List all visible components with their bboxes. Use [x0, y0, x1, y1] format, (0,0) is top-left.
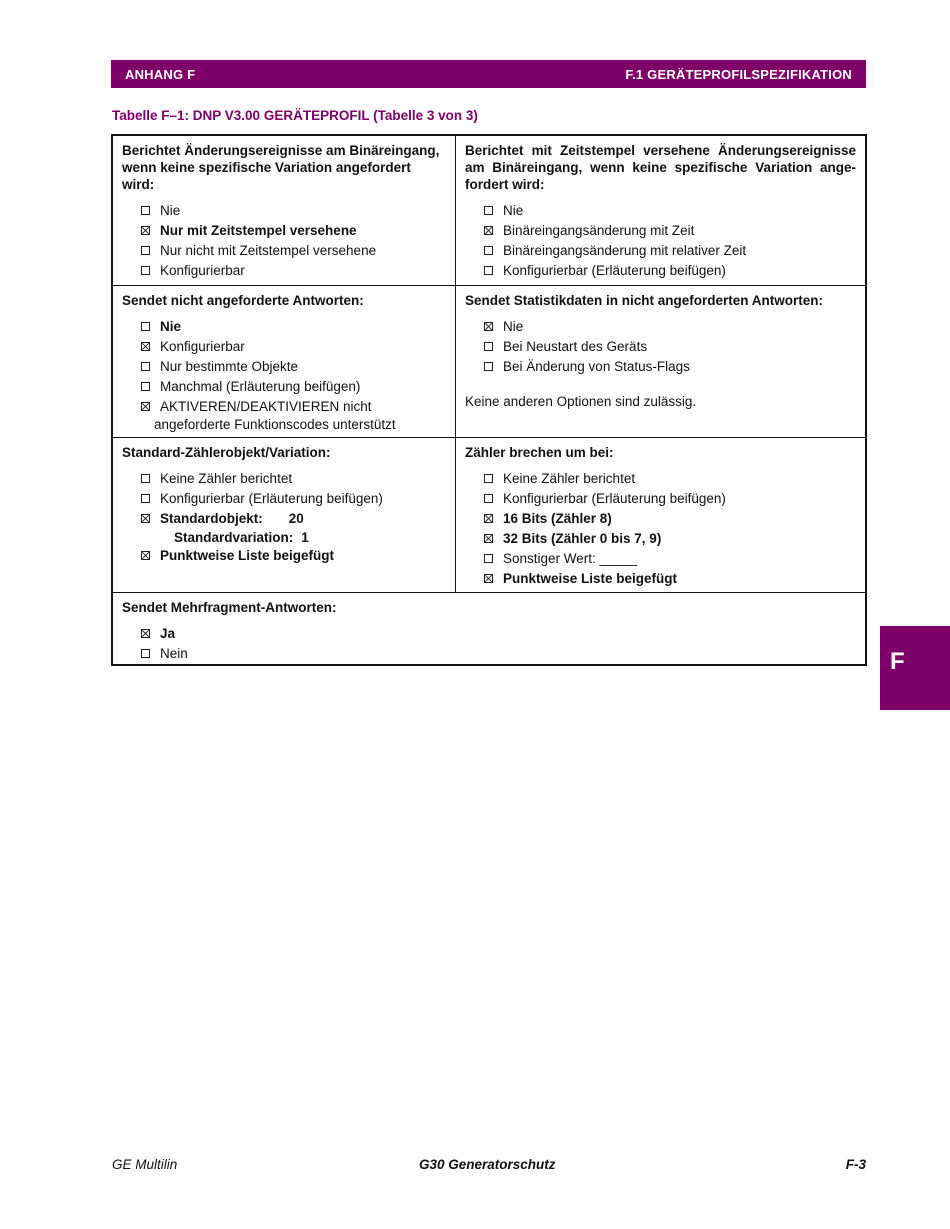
table-cell: [113, 438, 456, 592]
table-caption: Tabelle F–1: DNP V3.00 GERÄTEPROFIL (Tabelle 3 von 3): [112, 108, 478, 123]
default-variation-value: 1: [301, 530, 309, 545]
option-list: [122, 546, 446, 566]
checkbox-option: [465, 317, 856, 337]
table-cell: [113, 593, 865, 664]
checkbox-option: [122, 644, 856, 664]
checkbox-option: [122, 377, 446, 397]
checkbox-checked-icon: [484, 226, 493, 235]
option-label: Nie: [160, 319, 182, 334]
option-continuation: angeforderte Funktionscodes unterstützt: [154, 417, 396, 432]
option-label: Konfigurierbar (Erläuterung beifügen): [503, 491, 726, 506]
checkbox-checked-icon: [141, 342, 150, 351]
device-profile-table: [111, 134, 867, 666]
footer-page-number: F-3: [845, 1157, 866, 1172]
option-list: [122, 469, 446, 509]
option-label: Keine Zähler berichtet: [503, 471, 636, 486]
option-list: [465, 317, 856, 377]
section-title: F.1 GERÄTEPROFILSPEZIFIKATION: [625, 66, 852, 82]
option-label: Bei Änderung von Status-Flags: [503, 359, 690, 374]
checkbox-unchecked-icon: [484, 494, 493, 503]
default-variation: [122, 529, 446, 546]
cell-title: Sendet Mehrfragment-Antworten:: [122, 600, 337, 615]
checkbox-option: [122, 201, 446, 221]
cell-title: Sendet Statistikdaten in nicht angeforderten Antworten:: [465, 293, 824, 308]
checkbox-option: [465, 569, 856, 589]
checkbox-option: [465, 241, 856, 261]
checkbox-unchecked-icon: [141, 382, 150, 391]
checkbox-option: [122, 546, 446, 566]
table-row: [113, 286, 865, 438]
option-label: Konfigurierbar: [160, 263, 245, 278]
checkbox-checked-icon: [484, 574, 493, 583]
option-label: Punktweise Liste beigefügt: [503, 571, 678, 586]
checkbox-unchecked-icon: [141, 322, 150, 331]
option-label: Sonstiger Wert: _____: [503, 551, 638, 566]
checkbox-unchecked-icon: [484, 362, 493, 371]
table-cell: [113, 136, 456, 285]
appendix-side-tab: F: [880, 626, 950, 710]
option-label: 16 Bits (Zähler 8): [503, 511, 612, 526]
checkbox-option: [465, 261, 856, 281]
checkbox-unchecked-icon: [484, 342, 493, 351]
checkbox-unchecked-icon: [484, 246, 493, 255]
option-label: Konfigurierbar: [160, 339, 245, 354]
default-object-label: Standardobjekt:: [160, 511, 263, 526]
checkbox-checked-icon: [484, 514, 493, 523]
cell-title: Berichtet Änderungsereignisse am Binäreingang, wenn keine spezifische Variation angefordert wird:: [122, 143, 440, 192]
option-list: [465, 469, 856, 589]
cell-note: Keine anderen Optionen sind zulässig.: [465, 394, 697, 409]
checkbox-option: [122, 357, 446, 377]
checkbox-unchecked-icon: [484, 206, 493, 215]
option-label: Nie: [503, 319, 524, 334]
option-label: Keine Zähler berichtet: [160, 471, 293, 486]
option-label: Ja: [160, 626, 176, 641]
option-label: Nie: [160, 203, 181, 218]
option-label: Binäreingangsänderung mit relativer Zeit: [503, 243, 747, 258]
cell-title: Sendet nicht angeforderte Antworten:: [122, 293, 364, 308]
checkbox-option: [122, 509, 446, 529]
cell-title: Standard-Zählerobjekt/Variation:: [122, 445, 331, 460]
checkbox-checked-icon: [141, 551, 150, 560]
checkbox-option: [122, 221, 446, 241]
table-row: [113, 438, 865, 593]
checkbox-option: [465, 509, 856, 529]
checkbox-unchecked-icon: [484, 474, 493, 483]
footer-company: GE Multilin: [112, 1157, 178, 1172]
option-label: AKTIVEREN/DEAKTIVIEREN nicht: [160, 399, 372, 414]
checkbox-checked-icon: [141, 629, 150, 638]
checkbox-unchecked-icon: [141, 246, 150, 255]
cell-title: Zähler brechen um bei:: [465, 445, 614, 460]
checkbox-checked-icon: [484, 322, 493, 331]
option-label: Manchmal (Erläuterung beifügen): [160, 379, 361, 394]
checkbox-option: [122, 261, 446, 281]
option-label: 32 Bits (Zähler 0 bis 7, 9): [503, 531, 662, 546]
checkbox-checked-icon: [141, 402, 150, 411]
checkbox-checked-icon: [141, 514, 150, 523]
checkbox-option: [465, 549, 856, 569]
option-label: Nein: [160, 646, 188, 661]
table-cell: [456, 136, 865, 285]
checkbox-option: [122, 397, 446, 417]
default-variation-label: Standardvariation:: [174, 530, 294, 545]
option-label: Punktweise Liste beigefügt: [160, 548, 335, 563]
table-row: [113, 593, 865, 664]
appendix-label: ANHANG F: [125, 66, 196, 82]
checkbox-option: [122, 317, 446, 337]
checkbox-option: [122, 337, 446, 357]
checkbox-checked-icon: [484, 534, 493, 543]
option-label: Nur bestimmte Objekte: [160, 359, 299, 374]
option-list: [122, 317, 446, 417]
checkbox-unchecked-icon: [141, 206, 150, 215]
checkbox-unchecked-icon: [484, 554, 493, 563]
checkbox-unchecked-icon: [141, 362, 150, 371]
option-list: [122, 624, 856, 664]
checkbox-option: [122, 241, 446, 261]
option-label: Binäreingangsänderung mit Zeit: [503, 223, 695, 238]
table-cell: [456, 286, 865, 437]
option-label: Konfigurierbar (Erläuterung beifügen): [503, 263, 726, 278]
checkbox-option: [465, 469, 856, 489]
checkbox-unchecked-icon: [141, 474, 150, 483]
default-object-value: 20: [288, 511, 304, 526]
table-cell: [113, 286, 456, 437]
checkbox-option: [122, 469, 446, 489]
section-header-bar: [111, 60, 866, 88]
option-label: Konfigurierbar (Erläuterung beifügen): [160, 491, 383, 506]
footer-product: G30 Generatorschutz: [419, 1157, 556, 1172]
checkbox-unchecked-icon: [484, 266, 493, 275]
option-label: Nie: [503, 203, 524, 218]
table-row: [113, 136, 865, 286]
option-list: [465, 201, 856, 281]
checkbox-unchecked-icon: [141, 266, 150, 275]
option-list: [122, 201, 446, 281]
table-cell: [456, 438, 865, 592]
checkbox-option: [122, 489, 446, 509]
checkbox-option: [465, 357, 856, 377]
checkbox-option: [465, 201, 856, 221]
checkbox-unchecked-icon: [141, 494, 150, 503]
checkbox-option: [465, 221, 856, 241]
checkbox-checked-icon: [141, 226, 150, 235]
checkbox-option: [122, 624, 856, 644]
option-label: Bei Neustart des Geräts: [503, 339, 648, 354]
option-label: Nur nicht mit Zeitstempel versehene: [160, 243, 377, 258]
checkbox-option: [465, 529, 856, 549]
checkbox-unchecked-icon: [141, 649, 150, 658]
checkbox-option: [465, 489, 856, 509]
cell-title: Berichtet mit Zeitstempel versehene Änderungsereignisse am Binäreingang, wenn keine spezifische Variation ange-fordert wird:: [465, 143, 856, 192]
option-label: Nur mit Zeitstempel versehene: [160, 223, 357, 238]
checkbox-option: [465, 337, 856, 357]
